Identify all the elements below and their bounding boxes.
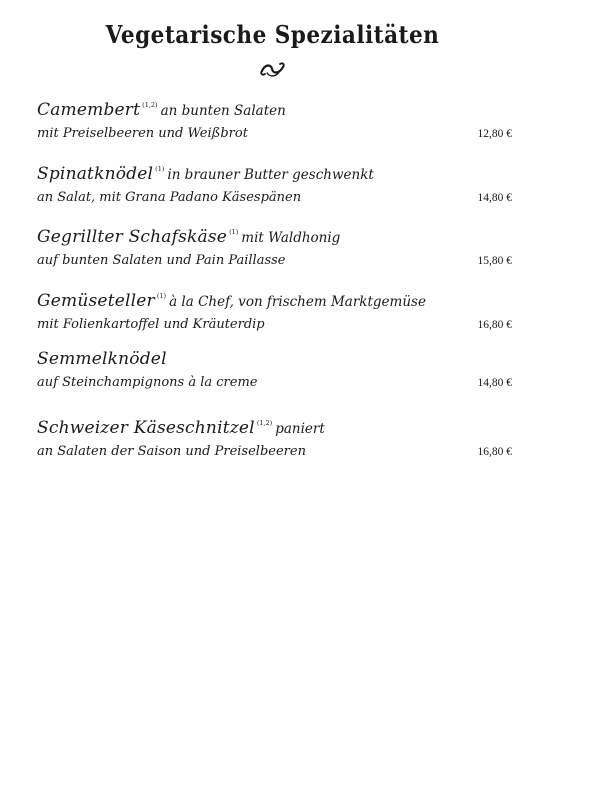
menu-item-description-line	[37, 440, 512, 464]
menu-item-description: auf Steinchampignons à la creme	[37, 375, 258, 390]
menu-item-description-line	[37, 249, 512, 273]
menu-item-description: an Salaten der Saison und Preiselbeeren	[37, 443, 306, 459]
menu-item-description: mit Folienkartoffel und Kräuterdip	[37, 316, 265, 332]
menu-item-title-line	[37, 412, 512, 440]
menu-item-price: 16,80 €	[477, 318, 512, 331]
menu-item-name: Camembert	[37, 100, 141, 120]
menu-item-title-line	[37, 94, 512, 122]
menu-item-description-line	[37, 371, 512, 395]
menu-item-description-line	[37, 122, 512, 146]
menu-item	[37, 412, 512, 476]
allergen-note: (1)	[156, 291, 167, 300]
menu-item-name: Semmelknödel	[37, 349, 167, 369]
menu-item	[37, 94, 512, 158]
menu-item-title-line	[37, 285, 512, 313]
menu-item	[37, 221, 512, 285]
menu-item-name: Gegrillter Schafskäse	[37, 227, 228, 247]
menu-item-price: 12,80 €	[477, 128, 512, 140]
menu-item-name: Spinatknödel	[37, 163, 154, 184]
scroll-ornament-icon	[259, 59, 287, 79]
menu-item-price: 14,80 €	[477, 377, 512, 389]
menu-item-suffix: à la Chef, von frischem Marktgemüse	[169, 293, 426, 310]
allergen-note: (1)	[155, 164, 165, 173]
menu-item-price: 14,80 €	[477, 191, 512, 204]
menu-item-price: 16,80 €	[477, 445, 512, 458]
menu-item-name: Schweizer Käseschnitzel	[37, 417, 255, 438]
menu-item-description-line	[37, 313, 512, 337]
menu-item-description: an Salat, mit Grana Padano Käsespänen	[37, 189, 302, 205]
menu-list	[37, 94, 512, 475]
menu-item	[37, 348, 512, 412]
menu-item-description: auf bunten Salaten und Pain Paillasse	[37, 253, 286, 268]
allergen-note: (1,2)	[142, 101, 158, 109]
menu-item-description: mit Preiselbeeren und Weißbrot	[37, 126, 248, 141]
menu-item-price: 15,80 €	[477, 255, 512, 267]
menu-item-suffix: mit Waldhonig	[241, 230, 341, 246]
menu-item-title-line	[37, 158, 512, 186]
menu-item-title-line	[37, 221, 512, 249]
menu-item-title-line	[37, 348, 512, 371]
allergen-note: (1)	[229, 228, 239, 236]
menu-item	[37, 158, 512, 222]
menu-item-description-line	[37, 186, 512, 210]
menu-item-suffix: in brauner Butter geschwenkt	[167, 166, 374, 183]
menu-item	[37, 285, 512, 349]
page-title: Vegetarische Spezialitäten	[105, 20, 440, 49]
menu-item-name: Gemüseteller	[37, 290, 155, 311]
menu-item-suffix: paniert	[275, 420, 325, 437]
menu-item-suffix: an bunten Salaten	[160, 103, 286, 119]
allergen-note: (1,2)	[256, 418, 273, 427]
